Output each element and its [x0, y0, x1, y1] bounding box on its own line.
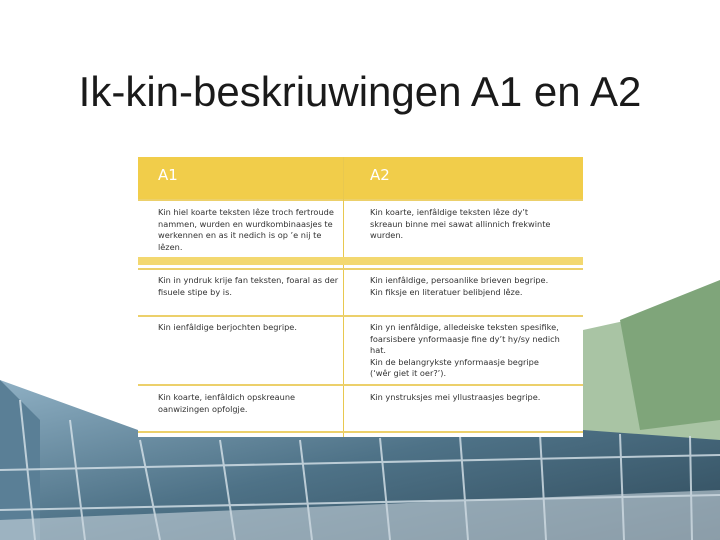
row-1-a1: Kin hiel koarte teksten lêze troch fertroude nammen, wurden en wurdkombinaasjes te werkennen en as it nedich is op ’e nij te lêzen. [158, 207, 334, 252]
row-4-a2: Kin ynstruksjes mei yllustraasjes begripe. [370, 392, 541, 402]
row-divider [138, 199, 583, 201]
row-3-a2: Kin yn ienfâldige, alledeiske teksten spesifike, foarsisbere ynformaasje fine dy’t hy/sy nedich hat. Kin de belangrykste ynformaasje begripe (‘wêr giet it oer?’). [370, 322, 560, 378]
row-divider [138, 315, 583, 317]
header-a2: A2 [370, 166, 390, 184]
table-header [138, 157, 583, 199]
row-divider [138, 268, 583, 270]
row-divider [138, 431, 583, 433]
row-4-a1: Kin koarte, ienfâldich opskreaune oanwizingen opfolgje. [158, 392, 296, 414]
slide-title: Ik-kin-beskriuwingen A1 en A2 [78, 68, 642, 115]
row-3-a1: Kin ienfâldige berjochten begripe. [158, 322, 297, 332]
header-a1: A1 [158, 166, 178, 184]
row-1-a2: Kin koarte, ienfâldige teksten lêze dy’t skreaun binne mei sawat allinnich frekwinte wurden. [370, 207, 551, 240]
row-2-a2: Kin ienfâldige, persoanlike brieven begripe. Kin fiksje en literatuer belibjend lêze. [370, 275, 549, 297]
row-divider [138, 384, 583, 386]
reading-descriptors-table [138, 157, 583, 437]
row-divider [138, 257, 583, 265]
row-2-a1: Kin in yndruk krije fan teksten, foaral as der fisuele stipe by is. [158, 275, 339, 297]
